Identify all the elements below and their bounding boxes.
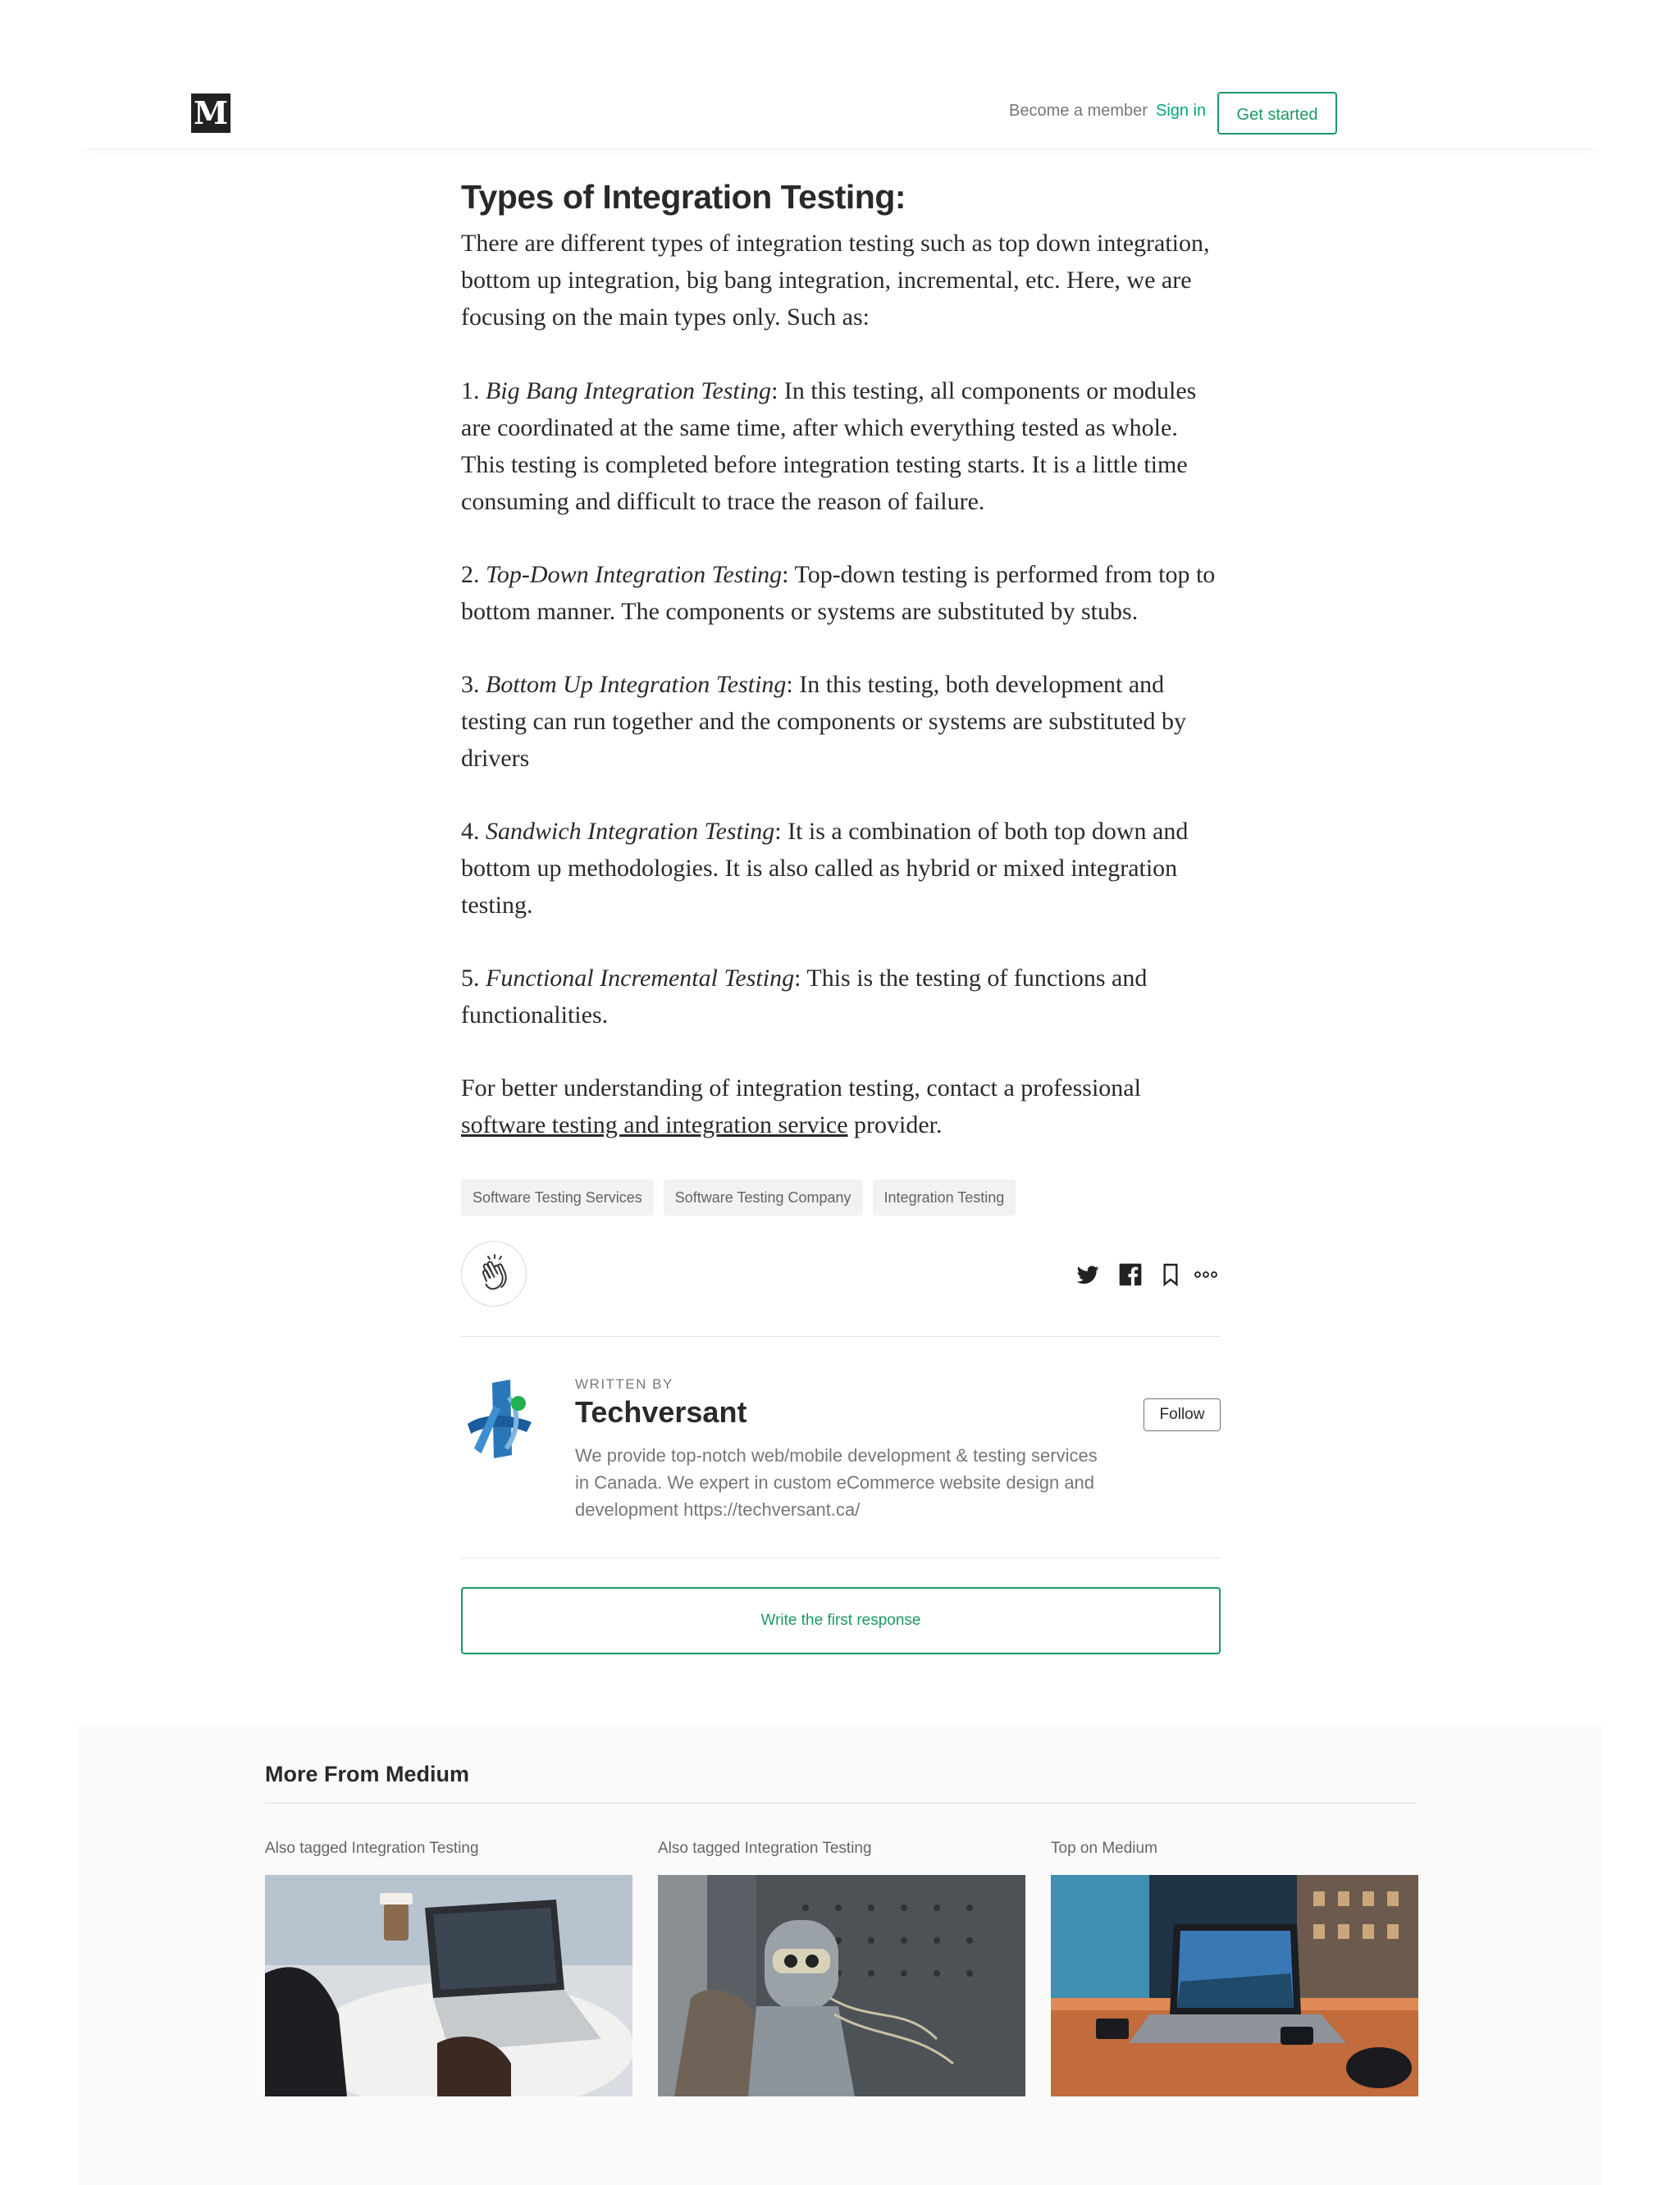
- get-started-button[interactable]: Get started: [1217, 92, 1337, 135]
- list-item: [461, 666, 1222, 777]
- author-name[interactable]: Techversant: [575, 1395, 747, 1429]
- closing-text-end: provider.: [847, 1111, 943, 1138]
- service-link[interactable]: software testing and integration service: [461, 1111, 848, 1138]
- medium-logo[interactable]: M: [191, 94, 231, 133]
- closing-paragraph: [461, 1070, 1222, 1143]
- card-image-robot-illustration[interactable]: [658, 1875, 1025, 2096]
- list-item: [461, 813, 1222, 924]
- card-label[interactable]: Also tagged Integration Testing: [265, 1840, 479, 1857]
- tag-integration-testing[interactable]: Integration Testing: [873, 1179, 1016, 1216]
- facebook-icon[interactable]: [1117, 1261, 1144, 1288]
- tag-list: [461, 1179, 1016, 1216]
- item-name: Top-Down Integration Testing: [486, 561, 783, 588]
- divider: [265, 1803, 1418, 1804]
- item-number: 1.: [461, 377, 486, 404]
- item-text: : In this testing, both development and testing can run together and the components or systems are substituted by drivers: [461, 671, 1186, 772]
- written-by-label: WRITTEN BY: [575, 1376, 673, 1392]
- list-item: [461, 960, 1222, 1033]
- item-name: Functional Incremental Testing: [486, 965, 795, 992]
- item-text: : Top-down testing is performed from top to bottom manner. The components or systems are substituted by stubs.: [461, 561, 1216, 625]
- site-header: [79, 0, 1601, 148]
- more-from-medium-title: More From Medium: [265, 1762, 470, 1786]
- more-options-icon[interactable]: [1193, 1261, 1219, 1288]
- section-heading: Types of Integration Testing:: [461, 178, 906, 216]
- item-name: Sandwich Integration Testing: [486, 818, 775, 845]
- card-label[interactable]: Top on Medium: [1051, 1840, 1157, 1857]
- item-number: 4.: [461, 818, 486, 845]
- write-response-button[interactable]: Write the first response: [461, 1587, 1221, 1654]
- clap-icon: [462, 1242, 527, 1307]
- clap-button[interactable]: [461, 1241, 527, 1307]
- bookmark-icon[interactable]: [1157, 1261, 1184, 1288]
- item-number: 2.: [461, 561, 486, 588]
- item-text: : It is a combination of both top down and bottom up methodologies. It is also called as hybrid or mixed integration testing.: [461, 818, 1189, 919]
- item-number: 5.: [461, 965, 486, 992]
- item-text: : In this testing, all components or modules are coordinated at the same time, after which everything tested as whole. This testing is completed before integration testing starts. It is a little time consuming and difficult to trace the reason of failure.: [461, 377, 1197, 515]
- author-bio: We provide top-notch web/mobile development & testing services in Canada. We expert in custom eCommerce website design and development https://techversant.ca/: [575, 1445, 1098, 1520]
- become-member-link[interactable]: Become a member: [1009, 102, 1148, 120]
- closing-text: For better understanding of integration testing, contact a professional: [461, 1074, 1141, 1102]
- intro-paragraph: There are different types of integration testing such as top down integration, bottom up integration, big bang integration, incremental, etc. Here, we are focusing on the main types only. Such as:: [461, 230, 1210, 331]
- list-item: [461, 372, 1222, 520]
- list-item: [461, 556, 1222, 630]
- item-number: 3.: [461, 671, 486, 698]
- author-avatar[interactable]: [461, 1373, 543, 1463]
- item-text: : This is the testing of functions and functionalities.: [461, 965, 1148, 1029]
- follow-button[interactable]: Follow: [1144, 1398, 1221, 1431]
- item-name: Bottom Up Integration Testing: [486, 671, 787, 698]
- item-name: Big Bang Integration Testing: [486, 377, 772, 404]
- twitter-icon[interactable]: [1075, 1261, 1101, 1288]
- divider: [461, 1336, 1221, 1337]
- article-body: [461, 174, 1222, 1143]
- card-label[interactable]: Also tagged Integration Testing: [658, 1840, 872, 1857]
- card-image-laptop-city[interactable]: [1051, 1875, 1418, 2096]
- tag-software-testing-services[interactable]: Software Testing Services: [461, 1179, 654, 1216]
- sign-in-link[interactable]: Sign in: [1156, 102, 1207, 120]
- card-image-laptop-coffee[interactable]: [265, 1875, 632, 2096]
- tag-software-testing-company[interactable]: Software Testing Company: [664, 1179, 863, 1216]
